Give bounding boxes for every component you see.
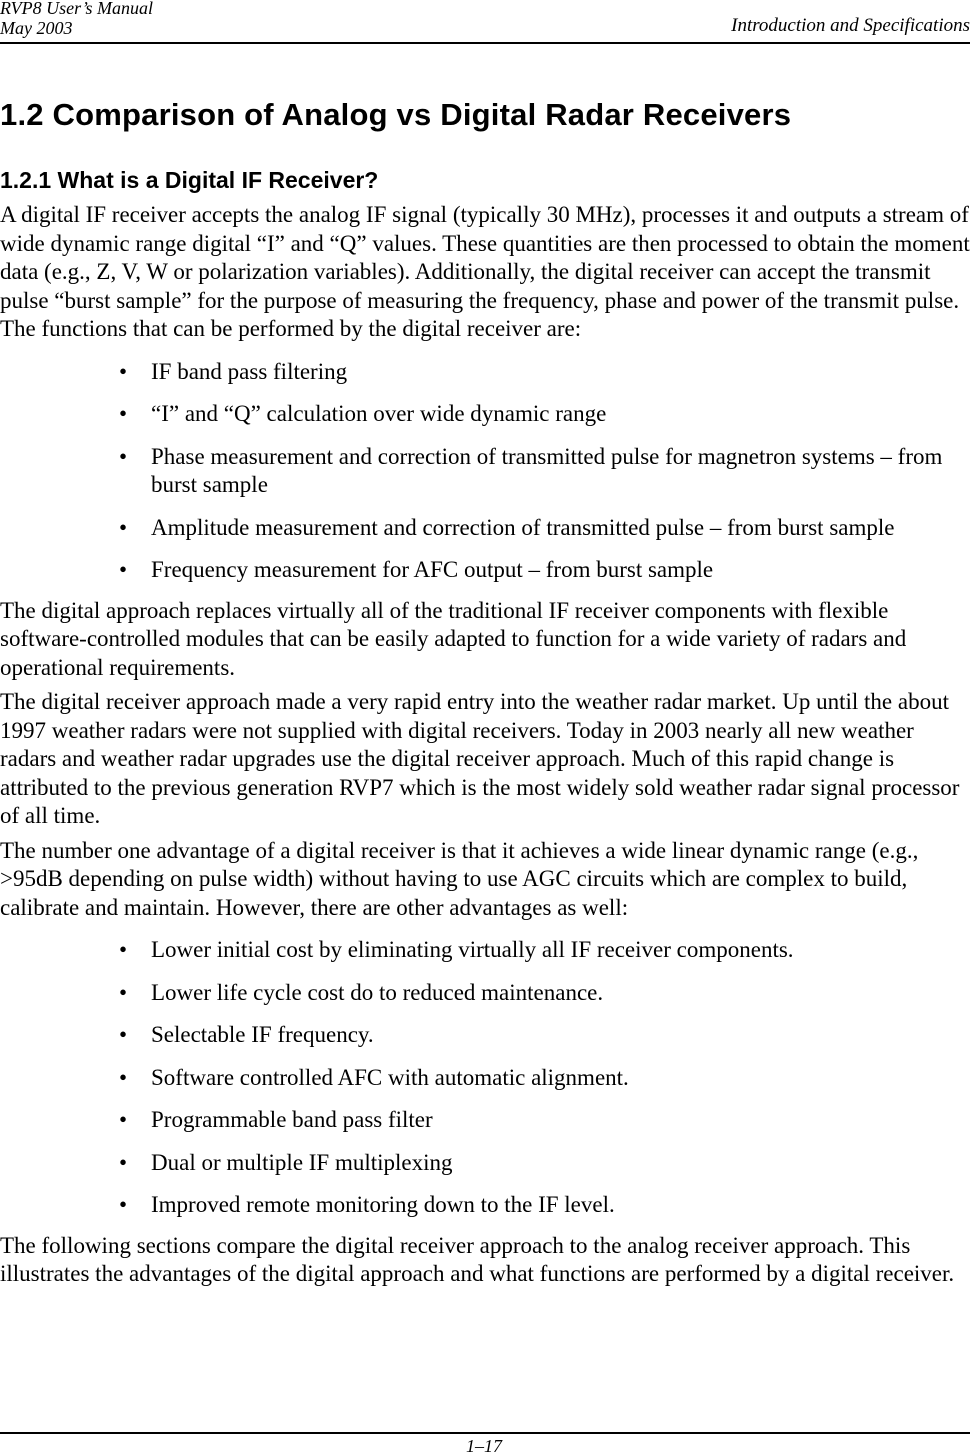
- bullet-icon: •: [119, 1107, 128, 1132]
- bullet-icon: •: [119, 1192, 128, 1217]
- header-rule: [0, 42, 970, 44]
- bullet-icon: •: [119, 1022, 128, 1047]
- advantage-paragraph: The number one advantage of a digital receiver is that it achieves a wide linear dynamic range (e.g., >95dB depending on pulse width) without having to use AGC circuits which are complex to build, calibrate and maintain. However, there are other advantages as well:: [0, 837, 919, 920]
- advantages-list: [0, 936, 972, 1220]
- following-paragraph: The following sections compare the digital receiver approach to the analog receiver approach. This illustrates the advantages of the digital approach and what functions are performed by a digital receiver.: [0, 1232, 955, 1286]
- section-title: Introduction and Specifications: [731, 15, 970, 36]
- bullet-icon: •: [119, 358, 128, 384]
- list-item: • Lower initial cost by eliminating virtually all IF receiver components.: [0, 936, 972, 965]
- bullet-icon: •: [119, 401, 128, 426]
- bullet-icon: •: [119, 979, 128, 1005]
- bullet-icon: •: [119, 443, 128, 469]
- manual-date: May 2003: [0, 18, 73, 38]
- bullet-icon: •: [119, 557, 128, 582]
- page-content: [0, 95, 972, 1289]
- list-item: • Selectable IF frequency.: [0, 1021, 972, 1050]
- list-item: • Programmable band pass filter: [0, 1106, 972, 1135]
- list-item: • Frequency measurement for AFC output – from burst sample: [0, 556, 972, 585]
- list-item: • Amplitude measurement and correction of transmitted pulse – from burst sample: [0, 514, 972, 543]
- list-item: • Phase measurement and correction of transmitted pulse for magnetron systems – from burst sample: [119, 443, 943, 497]
- list-item: • Dual or multiple IF multiplexing: [0, 1149, 972, 1178]
- list-item: • “I” and “Q” calculation over wide dynamic range: [0, 400, 972, 429]
- page-header: [0, 0, 972, 46]
- list-item: • Lower life cycle cost do to reduced maintenance.: [0, 979, 972, 1008]
- bullet-icon: •: [119, 514, 128, 540]
- list-item: • Improved remote monitoring down to the IF level.: [0, 1191, 972, 1220]
- market-paragraph: The digital receiver approach made a very rapid entry into the weather radar market. Up until the about 1997 weather radars were not supplied with digital receivers. Today in 2003 nearly all new weather radars and weather radar upgrades use the digital receiver approach. Much of this rapid change is attributed to the previous generation RVP7 which is the most widely sold weather radar signal processor of all time.: [0, 689, 960, 828]
- section-heading: 1.2 Comparison of Analog vs Digital Radar Receivers: [0, 97, 792, 132]
- page-footer: [0, 1428, 972, 1456]
- bullet-icon: •: [119, 937, 128, 962]
- footer-rule: [0, 1432, 970, 1434]
- approach-paragraph: The digital approach replaces virtually all of the traditional IF receiver components with flexible software-controlled modules that can be easily adapted to function for a wide variety of radars and operational requirements.: [0, 597, 907, 680]
- manual-title: RVP8 User’s Manual: [0, 0, 153, 18]
- bullet-icon: •: [119, 1149, 128, 1175]
- bullet-icon: •: [119, 1064, 128, 1090]
- subsection-heading: 1.2.1 What is a Digital IF Receiver?: [0, 167, 379, 193]
- functions-list: [0, 358, 972, 585]
- list-item: • IF band pass filtering: [0, 358, 972, 387]
- header-left: [0, 0, 153, 38]
- intro-paragraph: A digital IF receiver accepts the analog IF signal (typically 30 MHz), processes it and outputs a stream of wide dynamic range digital “I” and “Q” values. These quantities are then processed to obtain the moment data (e.g., Z, V, W or polarization variables). Additionally, the digital receiver can accept the transmit pulse “burst sample” for the purpose of measuring the frequency, phase and power of the transmit pulse. The functions that can be performed by the digital receiver are:: [0, 202, 970, 341]
- page-number: 1–17: [466, 1436, 502, 1456]
- list-item: • Software controlled AFC with automatic alignment.: [0, 1064, 972, 1093]
